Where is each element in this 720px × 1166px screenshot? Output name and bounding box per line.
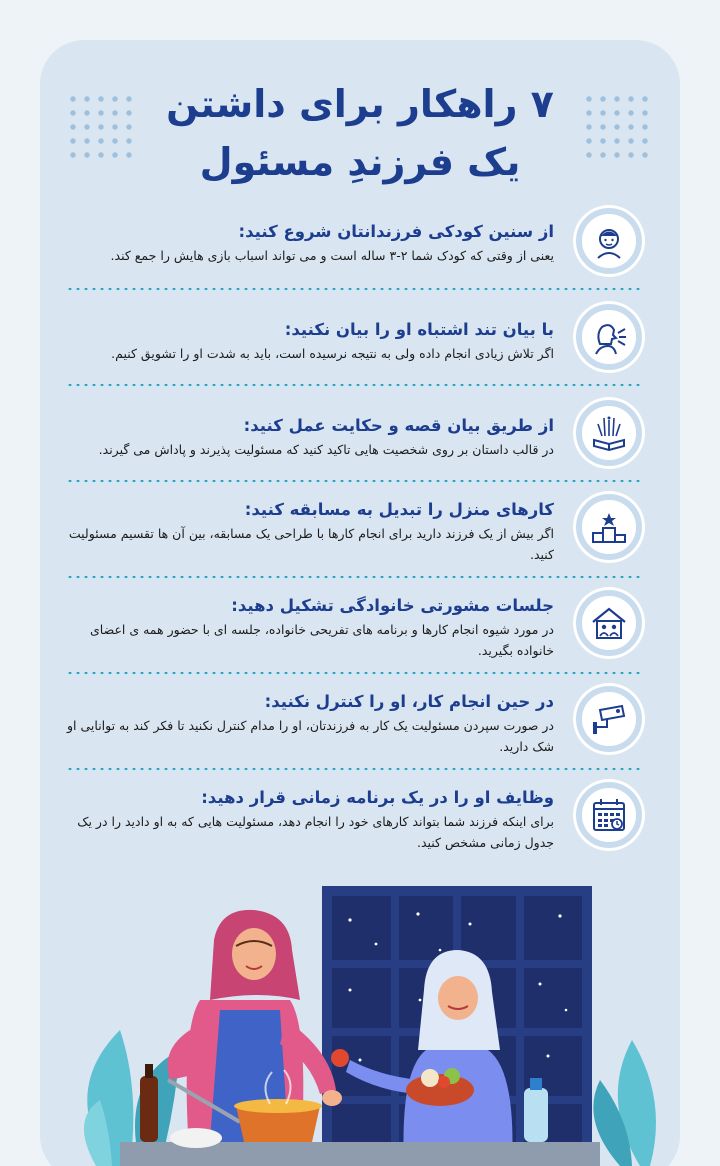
title-line-2: یک فرزندِ مسئول: [199, 140, 521, 184]
tip-2-icon-circle: [576, 304, 642, 370]
tip-2-body: اگر تلاش زیادی انجام داده ولی به نتیجه نرسیده است، باید به شدت او را تشویق کنیم.: [111, 346, 554, 361]
tip-2: [64, 318, 554, 364]
tip-5-body: در مورد شیوه انجام کارها و برنامه های تفریحی خانواده، جلسه ای با حضور همه ی اعضای خانواده بگیرید.: [90, 622, 554, 658]
tip-6-body: در صورت سپردن مسئولیت یک کار به فرزندتان، او را مدام کنترل نکنید تا فکر کند به توانایی او شک دارید.: [67, 718, 554, 754]
tip-1-body: یعنی از وقتی که کودک شما ۲-۳ ساله است و می تواند اسباب بازی هایش را جمع کند.: [110, 248, 554, 263]
tip-3-icon-circle: [576, 400, 642, 466]
tip-5-icon-circle: [576, 590, 642, 656]
tip-4-body: اگر بیش از یک فرزند دارید برای انجام کارها با طراحی یک مسابقه، بین آن ها تقسیم مسئولیت کنید.: [68, 526, 554, 562]
open-book-icon: [590, 414, 628, 452]
family-house-icon: [590, 604, 628, 642]
tip-3-heading: از طریق بیان قصه و حکایت عمل کنید:: [243, 416, 554, 435]
separator-3: [66, 480, 642, 482]
tip-7-heading: وظایف او را در یک برنامه زمانی قرار دهید:: [201, 788, 554, 807]
tip-6-heading: در حین انجام کار، او را کنترل نکنید:: [264, 692, 554, 711]
tip-3-body: در قالب داستان بر روی شخصیت هایی تاکید کنید که مسئولیت پذیرند و پاداش می گیرند.: [98, 442, 554, 457]
title-line-1: ۷ راهکار برای داشتن: [166, 82, 554, 126]
tip-5: [64, 594, 554, 661]
podium-icon: [590, 508, 628, 546]
plant-right: [593, 1040, 656, 1166]
separator-5: [66, 672, 642, 674]
tip-4-heading: کارهای منزل را تبدیل به مسابقه کنید:: [244, 500, 554, 519]
decor-dots-left: [66, 92, 136, 162]
tip-5-heading: جلسات مشورتی خانوادگی تشکیل دهید:: [231, 596, 554, 615]
tip-4-icon-circle: [576, 494, 642, 560]
shouting-person-icon: [590, 318, 628, 356]
tip-4: [64, 498, 554, 565]
child-face-icon: [590, 222, 628, 260]
separator-4: [66, 576, 642, 578]
kitchen-illustration: [0, 880, 720, 1166]
tip-1: [64, 220, 554, 266]
separator-6: [66, 768, 642, 770]
tip-6: [64, 690, 554, 757]
security-camera-icon: [590, 700, 628, 738]
separator-2: [66, 384, 642, 386]
tip-1-heading: از سنین کودکی فرزندانتان شروع کنید:: [238, 222, 554, 241]
tip-7-body: برای اینکه فرزند شما بتواند کارهای خود را انجام دهد، مسئولیت هایی که به او دادید را در یک جدول زمانی مشخص کنید.: [77, 814, 554, 850]
tip-1-icon-circle: [576, 208, 642, 274]
tip-7: [64, 786, 554, 853]
tip-3: [64, 414, 554, 460]
tip-7-icon-circle: [576, 782, 642, 848]
tip-2-heading: با بیان تند اشتباه او را بیان نکنید:: [284, 320, 554, 339]
tip-6-icon-circle: [576, 686, 642, 752]
separator-1: [66, 288, 642, 290]
decor-dots-right: [582, 92, 652, 162]
calendar-icon: [590, 796, 628, 834]
